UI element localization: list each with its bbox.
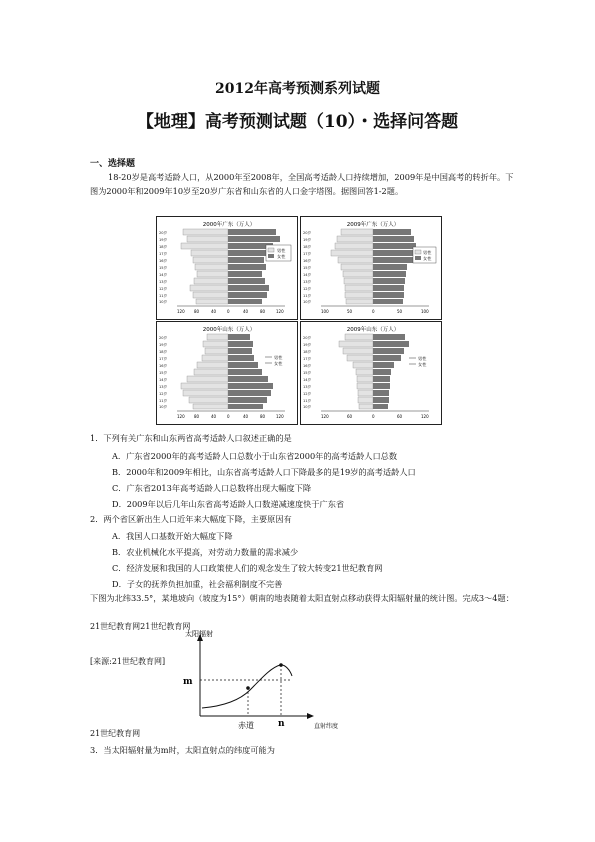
pyramid-bars [181, 334, 273, 409]
svg-text:100: 100 [421, 309, 429, 314]
svg-text:11岁: 11岁 [159, 399, 168, 403]
pyramid-guangdong-2000-svg [157, 217, 297, 319]
legend-male: 男性 [277, 248, 286, 253]
svg-text:80: 80 [260, 309, 266, 314]
question-1-option-b: B．2000年和2009年相比，山东省高考适龄人口下降最多的是19岁的高考适龄人口 [112, 467, 416, 477]
svg-text:13岁: 13岁 [159, 385, 168, 389]
svg-text:19岁: 19岁 [303, 238, 312, 242]
x-axis-label: 直射纬度 [314, 723, 339, 730]
svg-text:50: 50 [397, 309, 403, 314]
question-2-stem: 2．两个省区新出生人口近年来大幅度下降，主要原因有 [90, 514, 292, 524]
svg-text:18岁: 18岁 [159, 245, 168, 249]
svg-text:120: 120 [276, 414, 284, 419]
pyramid-title: 2009年山东（万人） [346, 327, 400, 333]
svg-text:20岁: 20岁 [303, 336, 312, 340]
watermark-1: 21世纪教育网21世纪教育网 [90, 622, 191, 631]
svg-text:17岁: 17岁 [159, 252, 168, 256]
question-2-option-d: D．子女的抚养负担加重，社会福利制度不完善 [112, 579, 283, 589]
legend [409, 355, 427, 368]
svg-text:40: 40 [243, 309, 249, 314]
question-1-option-d: D．2009年以后几年山东省高考适龄人口数递减速度快于广东省 [112, 499, 345, 509]
question-1-option-c: C．广东省2013年高考适龄人口总数将出现大幅度下降 [112, 483, 312, 493]
svg-text:80: 80 [260, 414, 266, 419]
pyramid-title: 2009年广东（万人） [346, 222, 400, 228]
intro-paragraph: 18-20岁是高考适龄人口，从2000年至2008年，全国高考适龄人口持续增加，2009年是中国高考的转折年。下图为2000年和2009年10岁至20岁广东省和山东省的人口金字塔图。据图回答1-2题。 [90, 172, 514, 196]
axis-ticks [321, 309, 429, 314]
page-title: 2012年高考预测系列试题 [215, 81, 380, 97]
svg-text:14岁: 14岁 [159, 273, 168, 277]
axis-ticks [177, 309, 284, 314]
svg-text:13岁: 13岁 [303, 385, 312, 389]
svg-text:0: 0 [227, 414, 230, 419]
svg-text:100: 100 [321, 309, 329, 314]
svg-text:19岁: 19岁 [303, 343, 312, 347]
label-n: n [278, 719, 285, 729]
svg-text:11岁: 11岁 [303, 399, 312, 403]
pyramid-shandong-2000-svg [157, 322, 297, 424]
svg-text:13岁: 13岁 [159, 280, 168, 284]
radiation-chart [180, 630, 360, 730]
svg-text:12岁: 12岁 [303, 392, 312, 396]
svg-text:10岁: 10岁 [303, 405, 312, 409]
svg-text:80: 80 [194, 309, 200, 314]
svg-text:120: 120 [276, 309, 284, 314]
pyramid-bars [339, 334, 409, 409]
svg-text:40: 40 [243, 414, 249, 419]
age-labels [159, 230, 168, 304]
svg-text:20岁: 20岁 [303, 231, 312, 235]
age-labels [303, 335, 312, 409]
axis-ticks [321, 414, 429, 419]
svg-text:0: 0 [227, 309, 230, 314]
x-axis-arrow [307, 713, 314, 719]
svg-text:11岁: 11岁 [303, 294, 312, 298]
svg-text:16岁: 16岁 [303, 259, 312, 263]
watermark-2: [来源:21世纪教育网] [90, 657, 166, 666]
svg-text:19岁: 19岁 [159, 238, 168, 242]
pyramid-shandong-2009 [300, 321, 442, 425]
svg-text:60: 60 [397, 414, 403, 419]
watermark-3: 21世纪教育网 [90, 729, 141, 738]
svg-text:19岁: 19岁 [159, 343, 168, 347]
svg-text:18岁: 18岁 [303, 245, 312, 249]
legend-male: 男性 [418, 356, 427, 361]
svg-text:12岁: 12岁 [303, 287, 312, 291]
y-axis-label: 太阳辐射 [185, 630, 213, 638]
page-subtitle: 【地理】高考预测试题（10）・选择问答题 [136, 112, 459, 132]
radiation-curve [202, 665, 292, 708]
svg-text:120: 120 [177, 309, 185, 314]
svg-text:10岁: 10岁 [159, 405, 168, 409]
legend-female: 女性 [274, 361, 283, 366]
svg-text:12岁: 12岁 [159, 392, 168, 396]
axis-ticks [177, 414, 284, 419]
svg-text:15岁: 15岁 [159, 371, 168, 375]
svg-text:50: 50 [347, 309, 353, 314]
legend-female: 女性 [277, 254, 286, 259]
svg-text:16岁: 16岁 [159, 259, 168, 263]
svg-text:40: 40 [211, 414, 217, 419]
svg-text:20岁: 20岁 [159, 231, 168, 235]
legend-male: 男性 [423, 250, 432, 255]
svg-text:15岁: 15岁 [303, 266, 312, 270]
svg-text:120: 120 [321, 414, 329, 419]
pyramid-guangdong-2009 [300, 216, 442, 320]
svg-text:14岁: 14岁 [303, 378, 312, 382]
svg-text:12岁: 12岁 [159, 287, 168, 291]
section-heading: 一、选择题 [90, 159, 136, 169]
svg-text:13岁: 13岁 [303, 280, 312, 284]
legend [265, 354, 283, 367]
svg-text:60: 60 [347, 414, 353, 419]
svg-text:15岁: 15岁 [159, 266, 168, 270]
pyramid-guangdong-2009-svg [301, 217, 441, 319]
question-1-option-a: A．广东省2000年的高考适龄人口总数小于山东省2000年的高考适龄人口总数 [112, 451, 398, 461]
svg-text:11岁: 11岁 [159, 294, 168, 298]
svg-text:18岁: 18岁 [303, 350, 312, 354]
pyramid-shandong-2000 [156, 321, 298, 425]
svg-text:18岁: 18岁 [159, 350, 168, 354]
svg-text:10岁: 10岁 [159, 300, 168, 304]
legend-female: 女性 [423, 256, 432, 261]
equator-point [246, 686, 250, 690]
pyramid-title: 2000年山东（万人） [202, 327, 256, 333]
question-2-option-b: B．农业机械化水平提高，对劳动力数量的需求减少 [112, 547, 299, 557]
age-labels [159, 335, 168, 409]
legend-male: 男性 [274, 355, 283, 360]
svg-text:0: 0 [372, 414, 375, 419]
svg-text:16岁: 16岁 [159, 364, 168, 368]
pyramid-bars [331, 229, 419, 304]
pyramid-guangdong-2000 [156, 216, 298, 320]
question-3-stem: 3．当太阳辐射量为m时，太阳直射点的纬度可能为 [90, 745, 275, 755]
svg-text:80: 80 [194, 414, 200, 419]
svg-text:17岁: 17岁 [159, 357, 168, 361]
svg-text:16岁: 16岁 [303, 364, 312, 368]
svg-text:20岁: 20岁 [159, 336, 168, 340]
question-1-stem: 1．下列有关广东和山东两省高考适龄人口叙述正确的是 [90, 433, 292, 443]
label-m: m [183, 677, 193, 687]
pyramid-title: 2000年广东（万人） [202, 222, 256, 228]
n-point [279, 663, 283, 667]
svg-text:40: 40 [211, 309, 217, 314]
svg-text:0: 0 [372, 309, 375, 314]
svg-text:17岁: 17岁 [303, 357, 312, 361]
question-2-option-a: A．我国人口基数开始大幅度下降 [112, 531, 233, 541]
legend-female: 女性 [418, 362, 427, 367]
svg-text:15岁: 15岁 [303, 371, 312, 375]
svg-text:14岁: 14岁 [159, 378, 168, 382]
question-3-4-intro: 下图为北纬33.5°，某地坡向（坡度为15°）朝南的地表随着太阳直射点移动获得太阳辐射量的统计图。完成3～4题： [90, 593, 514, 603]
svg-text:10岁: 10岁 [303, 300, 312, 304]
label-equator: 赤道 [238, 721, 254, 730]
svg-text:14岁: 14岁 [303, 273, 312, 277]
pyramid-bars [181, 229, 280, 304]
question-2-option-c: C．经济发展和我国的人口政策使人们的观念发生了较大转变21世纪教育网 [112, 563, 383, 573]
pyramid-shandong-2009-svg [301, 322, 441, 424]
age-labels [303, 230, 312, 304]
svg-text:120: 120 [177, 414, 185, 419]
svg-text:120: 120 [421, 414, 429, 419]
svg-text:17岁: 17岁 [303, 252, 312, 256]
